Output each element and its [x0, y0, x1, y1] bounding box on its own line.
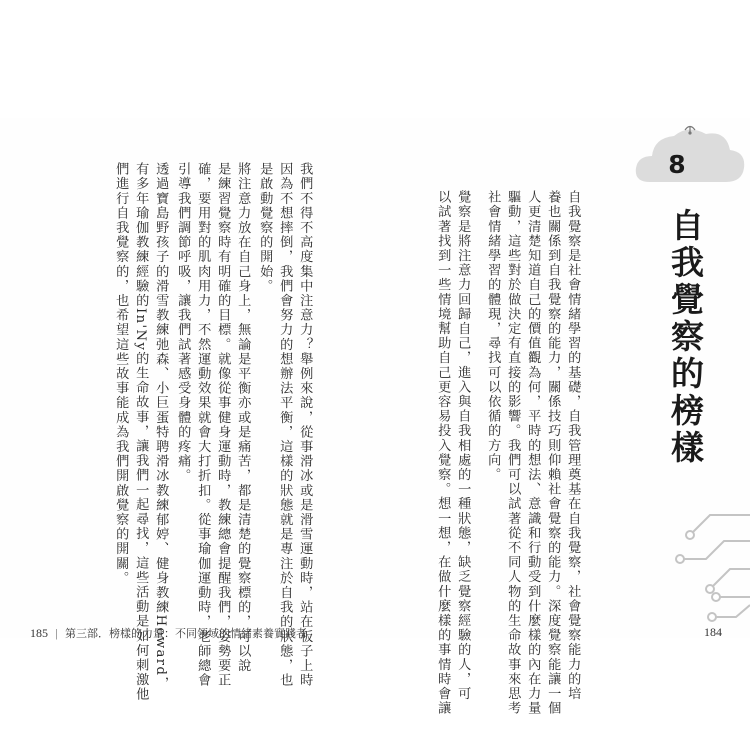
right-footer: [704, 625, 722, 640]
text-column: 以試著找到一些情境幫助自己更容易投入覺察。想一想，在做什麼樣的事情時會讓: [435, 190, 451, 716]
running-head: 第三部．榜樣的力量：不同領域的情緒素養實踐者: [64, 628, 307, 640]
text-column: 透過寶島野孩子的滑雪教練弛森、小巨蛋特聘滑冰教練郁婷、健身教練Howard，: [153, 162, 169, 691]
text-column: 有多年瑜伽教練經驗的In'Ny的生命故事，讓我們一起尋找，這些活動是如何刺激他: [133, 162, 149, 702]
text-column: 是啟動覺察的開始。: [257, 162, 273, 294]
footer-divider: |: [55, 628, 58, 640]
text-column: 覺察是將注意力回歸自己，進入與自我相處的一種狀態，缺乏覺察經驗的人，可: [455, 190, 471, 701]
text-column: 養也關係到自我覺察的能力，關係技巧則仰賴社會覺察的能力。深度覺察能讓一個: [545, 190, 561, 716]
text-column: 確，要用對的肌肉用力，不然運動效果就會大打折扣。從事瑜伽運動時，老師總會: [195, 162, 211, 688]
text-column: 自我覺察是社會情緒學習的基礎，自我管理奠基在自我覺察，社會覺察能力的培: [565, 190, 581, 701]
text-column: 是練習覺察時有明確的目標。就像從事健身運動時，教練總會提醒我們，姿勢要正: [215, 162, 231, 688]
text-column: 人更清楚知道自己的價值觀為何，平時的想法、意識和行動受到什麼樣的內在力量: [525, 190, 541, 716]
chapter-title: 自我覺察的榜樣: [666, 208, 705, 467]
text-column: 引導我們調節呼吸，讓我們試著感受身體的疼痛。: [175, 162, 191, 484]
left-footer: [30, 625, 307, 641]
text-column: 我們不得不高度集中注意力？舉例來說，從事滑冰或是滑雪運動時，站在板子上時: [297, 162, 313, 688]
text-column: 們進行自我覺察的，也希望這些故事能成為我們開啟覺察的開關。: [113, 162, 129, 586]
text-column: 將注意力放在自己身上，無論是平衡亦或是痛苦，都是清楚的覺察標的，可以說: [235, 162, 251, 673]
text-column: 社會情緒學習的體現，尋找可以依循的方向。: [485, 190, 501, 482]
text-column: 驅動，這些對於做決定有直接的影響。我們可以試著從不同人物的生命故事來思考: [505, 190, 521, 716]
text-column: 因為不想摔倒，我們會努力的想辦法平衡，這樣的狀態就是專注於自我的狀態，也: [277, 162, 293, 688]
chapter-number: 8: [668, 150, 686, 179]
page-number-right: 184: [704, 625, 722, 639]
page-number-left: 185: [30, 626, 48, 640]
circuit-decoration: [640, 505, 750, 635]
